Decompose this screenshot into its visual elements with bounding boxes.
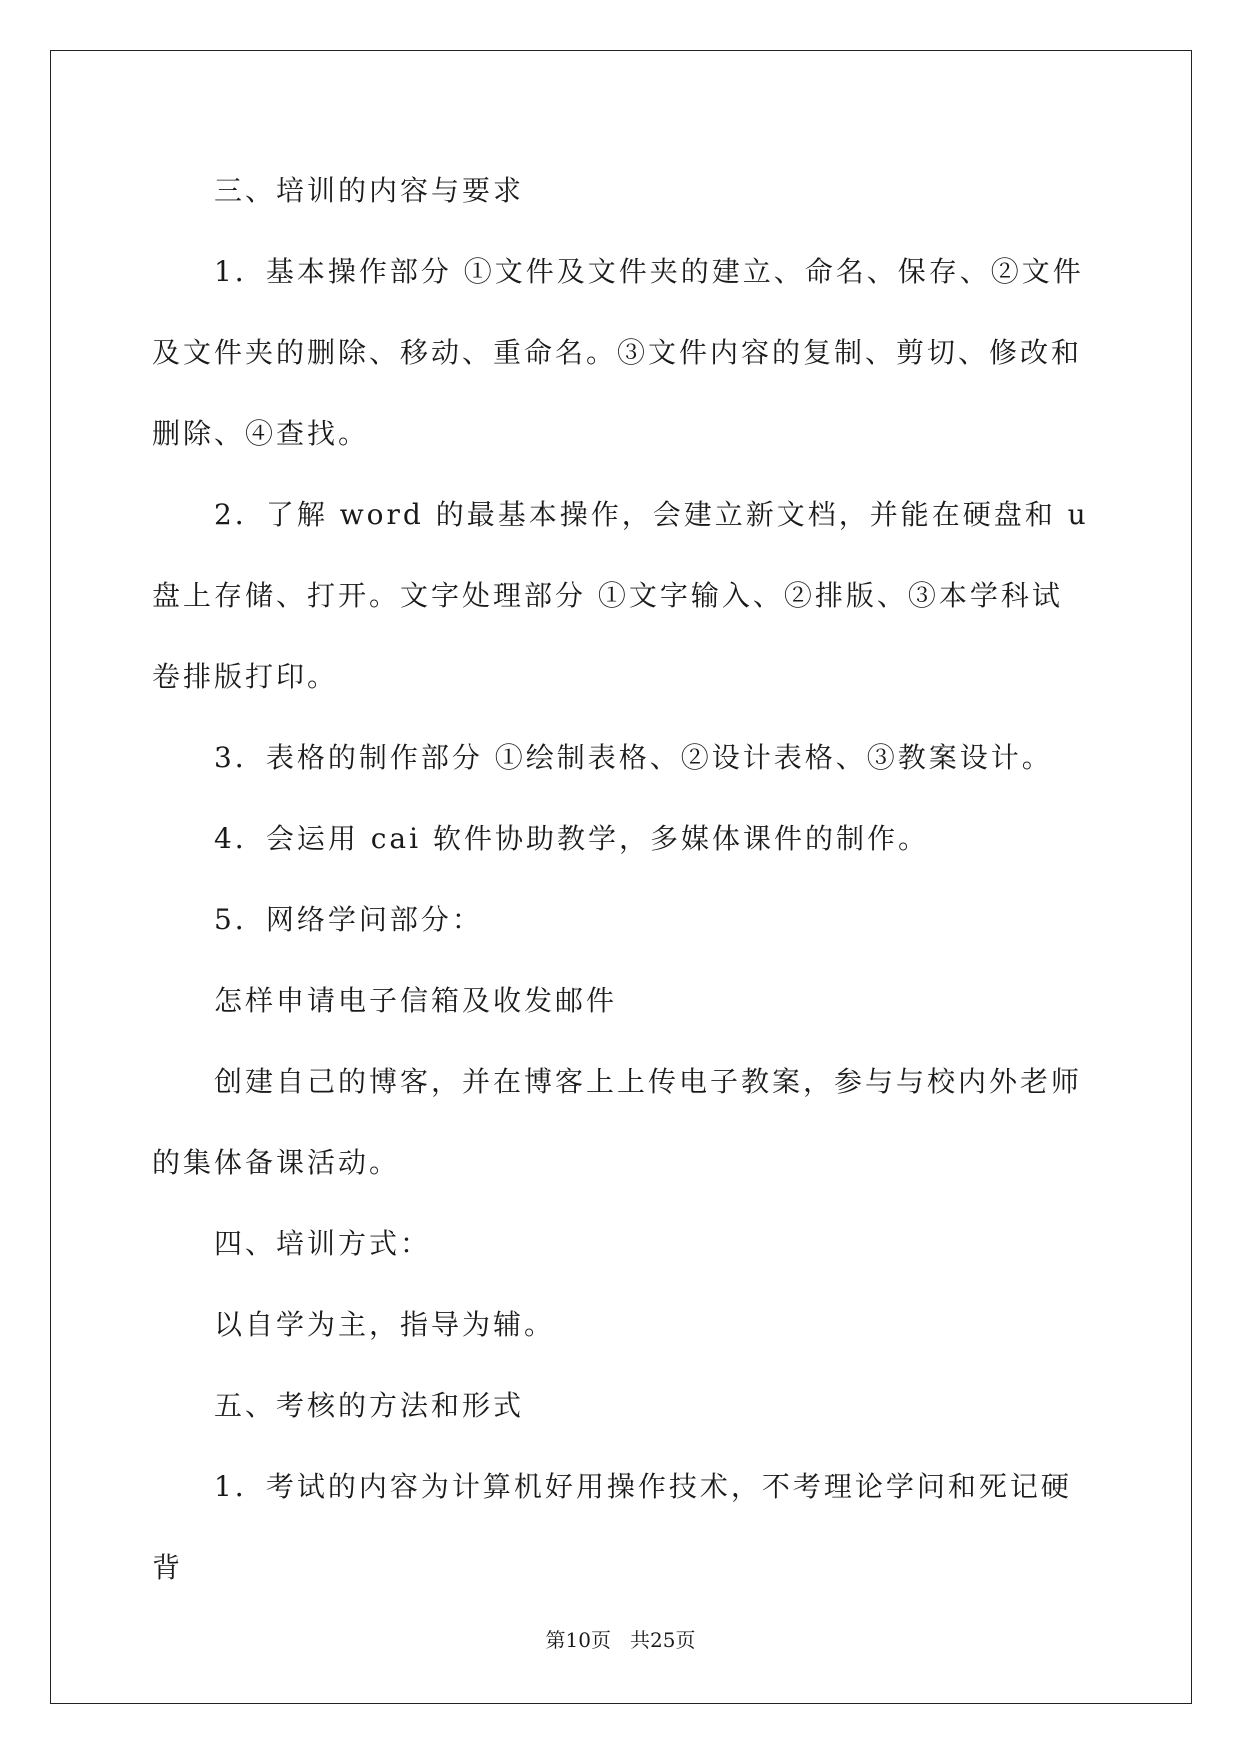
page-footer xyxy=(0,1624,1241,1653)
paragraph-exam-1: 1．考试的内容为计算机好用操作技术，不考理论学问和死记硬背 xyxy=(152,1470,1072,1584)
footer-total-suffix: 页 xyxy=(675,1628,696,1652)
section-heading-3: 三、培训的内容与要求 xyxy=(214,174,525,207)
footer-current-page: 10 xyxy=(565,1628,591,1652)
paragraph-email: 怎样申请电子信箱及收发邮件 xyxy=(214,984,618,1017)
paragraph-item-5: 5．网络学问部分： xyxy=(214,903,483,936)
paragraph-item-4: 4．会运用 cai 软件协助教学，多媒体课件的制作。 xyxy=(214,822,929,855)
paragraph-item-2: 2．了解 word 的最基本操作，会建立新文档，并能在硬盘和 u 盘上存储、打开。文字处理部分 ①文字输入、②排版、③本学科试卷排版打印。 xyxy=(152,498,1089,693)
footer-current-suffix: 页 xyxy=(590,1628,611,1652)
section-heading-5: 五、考核的方法和形式 xyxy=(214,1389,525,1422)
paragraph-item-3: 3．表格的制作部分 ①绘制表格、②设计表格、③教案设计。 xyxy=(214,741,1053,774)
paragraph-method: 以自学为主，指导为辅。 xyxy=(214,1308,556,1341)
paragraph-blog: 创建自己的博客，并在博客上上传电子教案，参与与校内外老师的集体备课活动。 xyxy=(152,1065,1083,1179)
footer-total-prefix: 共 xyxy=(630,1628,651,1652)
paragraph-item-1: 1．基本操作部分 ①文件及文件夹的建立、命名、保存、②文件及文件夹的删除、移动、重命名。③文件内容的复制、剪切、修改和删除、④查找。 xyxy=(152,255,1084,450)
section-heading-4: 四、培训方式： xyxy=(214,1227,432,1260)
footer-current-prefix: 第 xyxy=(545,1628,566,1652)
document-body xyxy=(152,150,1092,1608)
footer-total-pages: 25 xyxy=(650,1628,676,1652)
